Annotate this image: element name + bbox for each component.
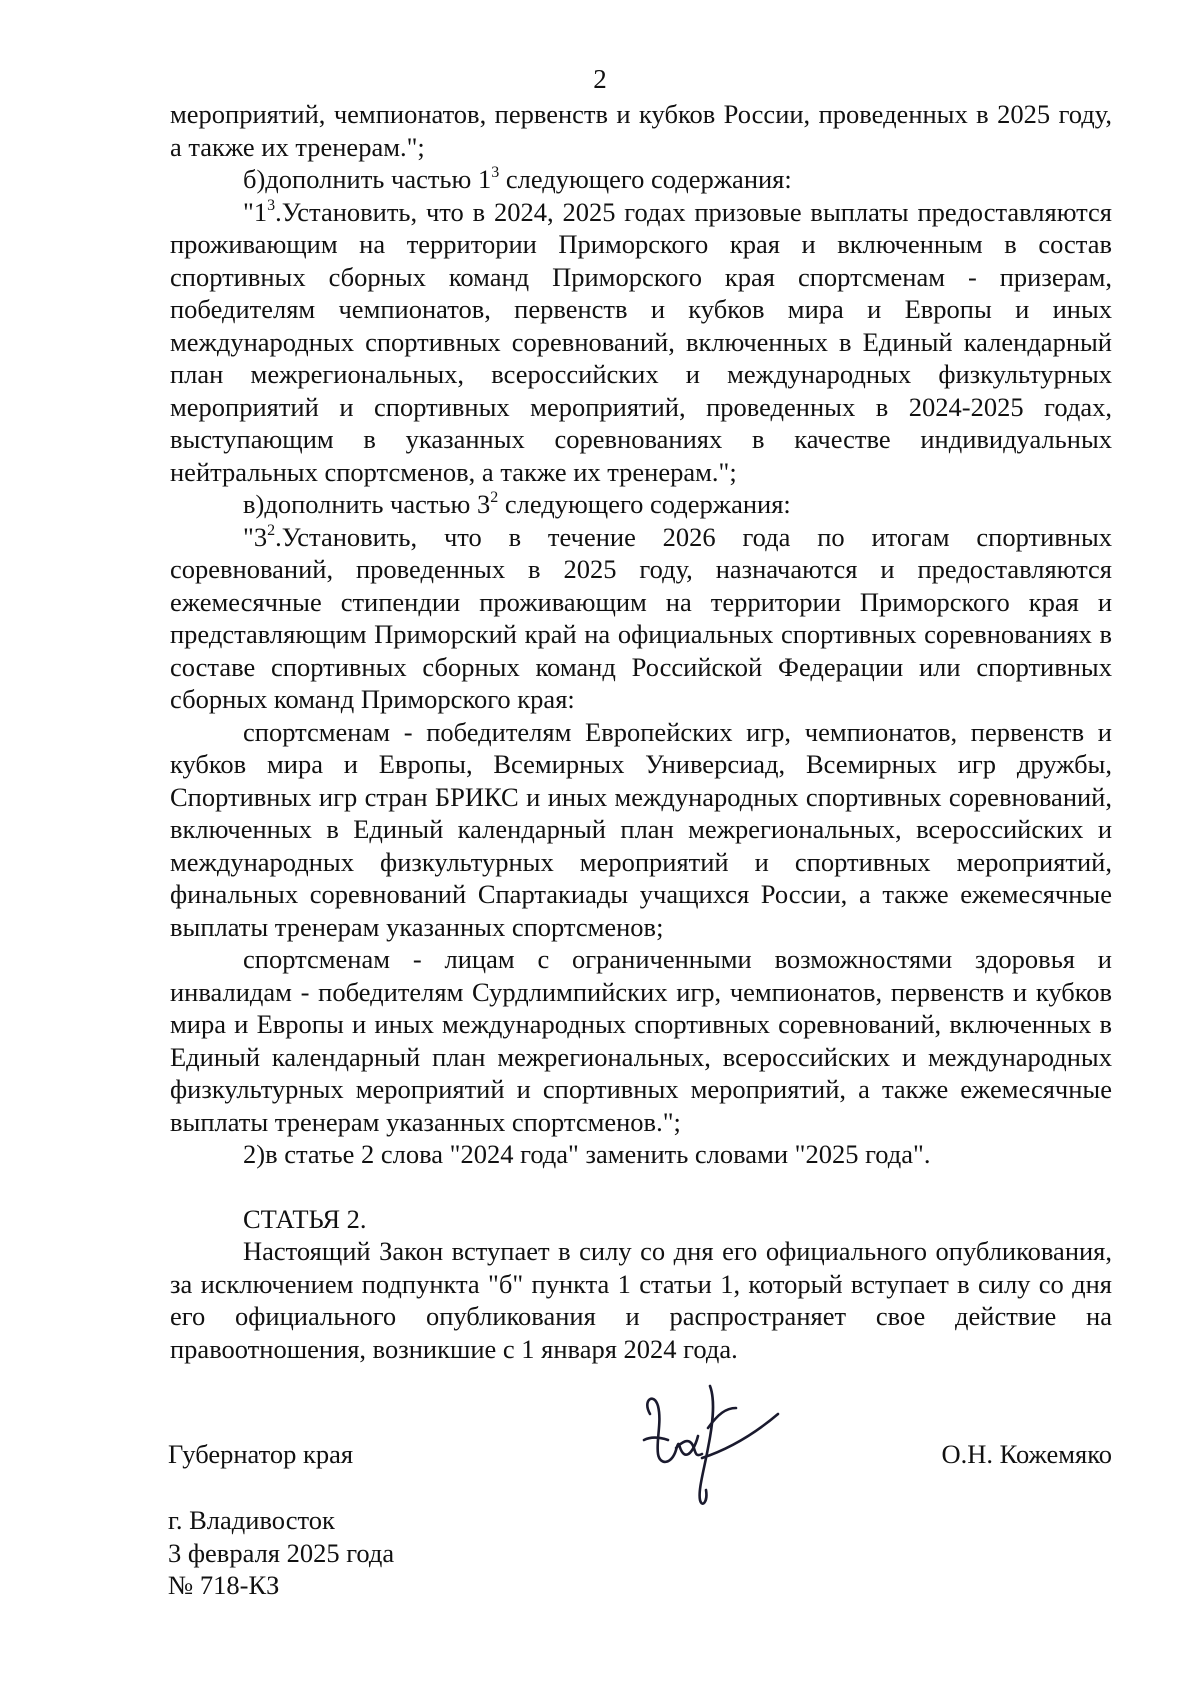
superscript: 2 xyxy=(490,489,499,506)
signature-block xyxy=(168,1438,1112,1478)
paragraph-text: "1 xyxy=(243,196,268,227)
document-footer xyxy=(168,1504,394,1602)
signatory-name: О.Н. Кожемяко xyxy=(941,1439,1112,1469)
paragraph-continuation xyxy=(170,98,1112,163)
paragraph-text: "3 xyxy=(243,521,268,552)
superscript: 2 xyxy=(267,521,276,539)
paragraph-text: .Установить, что в течение 2026 года по итогам спортивных соревнований, проведенных в 2025 году, назначаются и предоставляются ежемесячные стипендии проживающим на территории Приморского края и представляющим Приморский край на официальных спортивных соревнованиях в составе спортивных сборных команд Российской Федерации или спортивных сборных команд Приморского края: xyxy=(170,521,1112,714)
date-of-signing: 3 февраля 2025 года xyxy=(168,1537,395,1568)
paragraph-text: Настоящий Закон вступает в силу со дня его официального опубликования, за исключением подпункта "б" пункта 1 статьи 1, который вступает в силу со дня его официального опубликования и распространяет свое действие на правоотношения, возникшие с 1 января 2024 года. xyxy=(170,1236,1112,1364)
paragraph-subitem-v xyxy=(170,488,1112,521)
paragraph-athletes-disabilities xyxy=(170,943,1112,1138)
place-of-signing: г. Владивосток xyxy=(168,1505,335,1535)
article-heading xyxy=(170,1203,1112,1236)
paragraph-item-2 xyxy=(170,1138,1112,1171)
paragraph-text: следующего содержания: xyxy=(499,164,792,194)
paragraph-text: следующего содержания: xyxy=(498,489,791,519)
signatory-position: Губернатор края xyxy=(168,1439,354,1469)
paragraph-text: 2)в статье 2 слова "2024 года" заменить словами "2025 года". xyxy=(243,1139,931,1169)
paragraph-athletes-winners xyxy=(170,716,1112,944)
paragraph-entry-into-force xyxy=(170,1235,1112,1365)
paragraph-text: мероприятий, чемпионатов, первенств и кубков России, проведенных в 2025 году, а также их тренерам."; xyxy=(170,99,1112,162)
paragraph-text: в)дополнить частью 3 xyxy=(243,489,491,519)
paragraph-text: спортсменам - лицам с ограниченными возможностями здоровья и инвалидам - победителям Сурдлимпийских игр, чемпионатов, первенств и кубков мира и Европы и иных международных спортивных соревнований, включенных в Единый календарный план межрегиональных, всероссийских и международных физкультурных мероприятий и спортивных мероприятий, а также ежемесячные выплаты тренерам указанных спортсменов."; xyxy=(170,944,1112,1137)
paragraph-text: .Установить, что в 2024, 2025 годах призовые выплаты предоставляются проживающим на территории Приморского края и включенным в состав спортивных сборных команд Приморского края спортсменам - призерам, победителям чемпионатов, первенств и кубков мира и Европы и иных международных спортивных соревнований, включенных в Единый календарный план межрегиональных, всероссийских и международных физкультурных мероприятий и спортивных мероприятий, проведенных в 2024-2025 годах, выступающим в указанных соревнованиях в качестве индивидуальных нейтральных спортсменов, а также их тренерам."; xyxy=(170,196,1112,487)
article-title: СТАТЬЯ 2. xyxy=(243,1203,367,1234)
paragraph-part-3-2 xyxy=(170,521,1112,716)
law-number: № 718-КЗ xyxy=(168,1570,280,1600)
paragraph-part-1-3 xyxy=(170,196,1112,489)
paragraph-text: спортсменам - победителям Европейских игр, чемпионатов, первенств и кубков мира и Европы, Всемирных Универсиад, Всемирных игр дружбы, Спортивных игр стран БРИКС и иных международных спортивных соревнований, включенных в Единый календарный план межрегиональных, всероссийских и международных физкультурных мероприятий и спортивных мероприятий, финальных соревнований Спартакиады учащихся России, а также ежемесячные выплаты тренерам указанных спортсменов; xyxy=(170,716,1112,942)
superscript: 3 xyxy=(267,196,276,214)
page-number: 2 xyxy=(593,64,607,94)
superscript: 3 xyxy=(491,164,500,181)
document-body xyxy=(170,98,1112,1365)
paragraph-subitem-b xyxy=(170,163,1112,196)
paragraph-text: б)дополнить частью 1 xyxy=(243,164,492,194)
